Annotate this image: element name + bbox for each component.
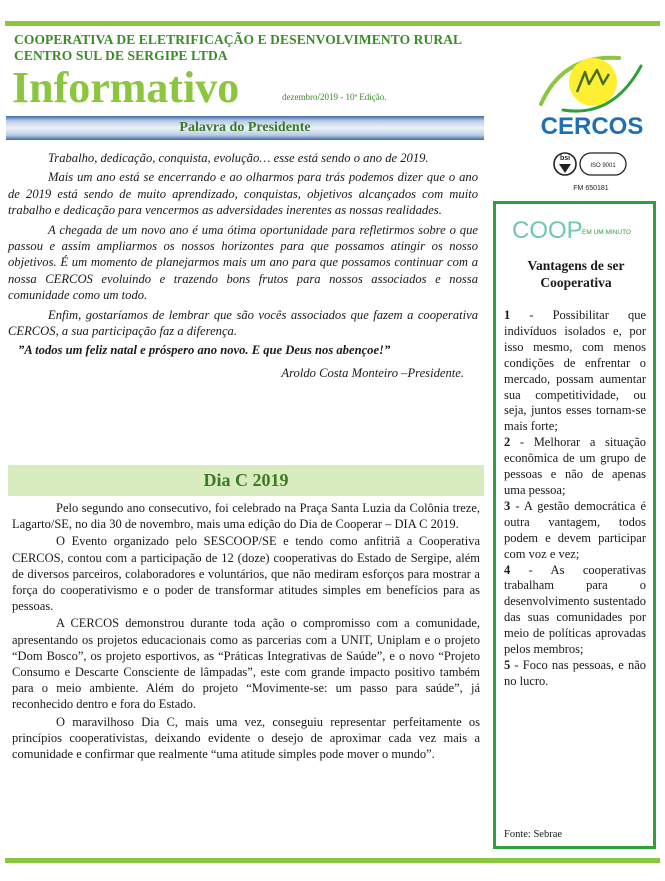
edition-date: dezembro/2019 - 10ª Edição. [282, 92, 387, 102]
diac-paragraph-1: Pelo segundo ano consecutivo, foi celebrado na Praça Santa Luzia da Colônia treze, Lagarto/SE, no dia 30 de novembro, mais uma edição do Dia de Cooperar – DIA C 2019. [12, 501, 480, 532]
president-paragraph-4: Enfim, gostaríamos de lembrar que são vocês associados que fazem a cooperativa CERCOS, a sua participação faz a diferença. [8, 307, 478, 339]
president-heading-band [6, 116, 484, 140]
cooperative-advantages-box [493, 201, 656, 849]
organization-name [14, 32, 462, 64]
diac-heading-band [8, 465, 484, 496]
diac-paragraph-4: O maravilhoso Dia C, mais uma vez, conseguiu representar perfeitamente os princípios cooperativistas, deixando evidente o desejo de aproximar cada vez mais a comunidade e confirmar que realmente “uma atitude simples pode mover o mundo”. [12, 714, 480, 762]
president-signature: Aroldo Costa Monteiro –Presidente. [281, 365, 464, 380]
president-quote: ”A todos um feliz natal e próspero ano novo. E que Deus nos abençoe!” [18, 343, 391, 358]
coop-logo [510, 214, 650, 246]
iso-code: FM 650181 [573, 185, 609, 192]
advantage-item: 1 - Possibilitar que indivíduos isolados e, por isso mesmo, com menos condições de enfrentar o mercado, possam aumentar sua competitividade, ou seja, juntos esses tornam-se mais forte; [504, 308, 646, 434]
diac-article [12, 500, 480, 763]
org-line-1: COOPERATIVA DE ELETRIFICAÇÃO E DESENVOLVIMENTO RURAL [14, 32, 463, 47]
newsletter-title: Informativo [12, 63, 240, 112]
president-paragraph-3: A chegada de um novo ano é uma ótima oportunidade para refletirmos sobre o que passou e assim ampliarmos os nossos horizontes para que possamos atingir os nosso objetivos. É um momento de planejarmos mais um ano para que possamos continuar com a nossa CERCOS evoluindo e trazendo bons frutos para nossos associados e nossa comunidade como um todo. [8, 222, 478, 303]
diac-paragraph-3: A CERCOS demonstrou durante toda ação o compromisso com a comunidade, apresentando os projetos educacionais como as parcerias com a UNIT, Uniplam e o projeto “Dom Bosco”, os projeto esportivos, as “Práticas Integrativas de Saúde”, e o novo “Projeto Consumo e Descarte Consciente de lâmpadas”, este com grande impacto positivo também para o meio ambiente. Além do projeto “Movimente-se: um passo para saúde”, já reconhecido dentro e fora do Estado. [12, 616, 480, 712]
diac-paragraph-2: O Evento organizado pelo SESCOOP/SE e tendo como anfitriã a Cooperativa CERCOS, contou com a participação de 12 (doze) cooperativas do Estado de Sergipe, além de diversos parceiros, colaboradores e voluntários, que não mediram esforços para mostrar a força do cooperativismo e o poder de transformar atitudes simples em benefícios para as pessoas. [12, 534, 480, 614]
bottom-rule [5, 858, 660, 863]
svg-text:bsi: bsi [559, 155, 571, 162]
org-line-2: CENTRO SUL DE SERGIPE LTDA [14, 48, 228, 63]
iso-certification-badge [553, 147, 629, 193]
president-paragraph-1: Trabalho, dedicação, conquista, evolução… esse está sendo o ano de 2019. [48, 151, 429, 165]
president-paragraph-2: Mais um ano está se encerrando e ao olharmos para trás podemos dizer que o ano de 2019 está sendo de muito aprendizado, conquistas, objetivos alcançados com muito trabalho e dedicação para vencermos as adversidades inerentes as nossas realidades. [8, 170, 478, 218]
coop-logo-text: COOP [512, 217, 583, 244]
president-message [8, 150, 478, 384]
diac-heading: Dia C 2019 [203, 470, 289, 490]
coop-tagline: EM UM MINUTO [582, 229, 631, 236]
cercos-logo [533, 44, 651, 140]
top-rule [5, 21, 660, 26]
president-heading: Palavra do Presidente [179, 120, 311, 135]
advantage-item: 4 - As cooperativas trabalham para o desenvolvimento sustentado das suas comunidades por meio de políticas aprovadas pelos membros; [504, 562, 646, 657]
advantage-item: 5 - Foco nas pessoas, e não no lucro. [504, 657, 646, 688]
logo-wordmark: CERCOS [540, 113, 644, 140]
advantage-item: 3 - A gestão democrática é outra vantagem, todos podem e devem participar com voz e vez; [504, 498, 646, 561]
advantages-list [504, 308, 646, 690]
sidebar-title: Vantagens de ser Cooperativa [527, 258, 625, 290]
advantage-item: 2 - Melhorar a situação econômica de um grupo de pessoas e não de apenas uma pessoa; [504, 435, 646, 497]
iso-label: ISO 9001 [590, 163, 616, 169]
source-note: Fonte: Sebrae [504, 829, 563, 840]
